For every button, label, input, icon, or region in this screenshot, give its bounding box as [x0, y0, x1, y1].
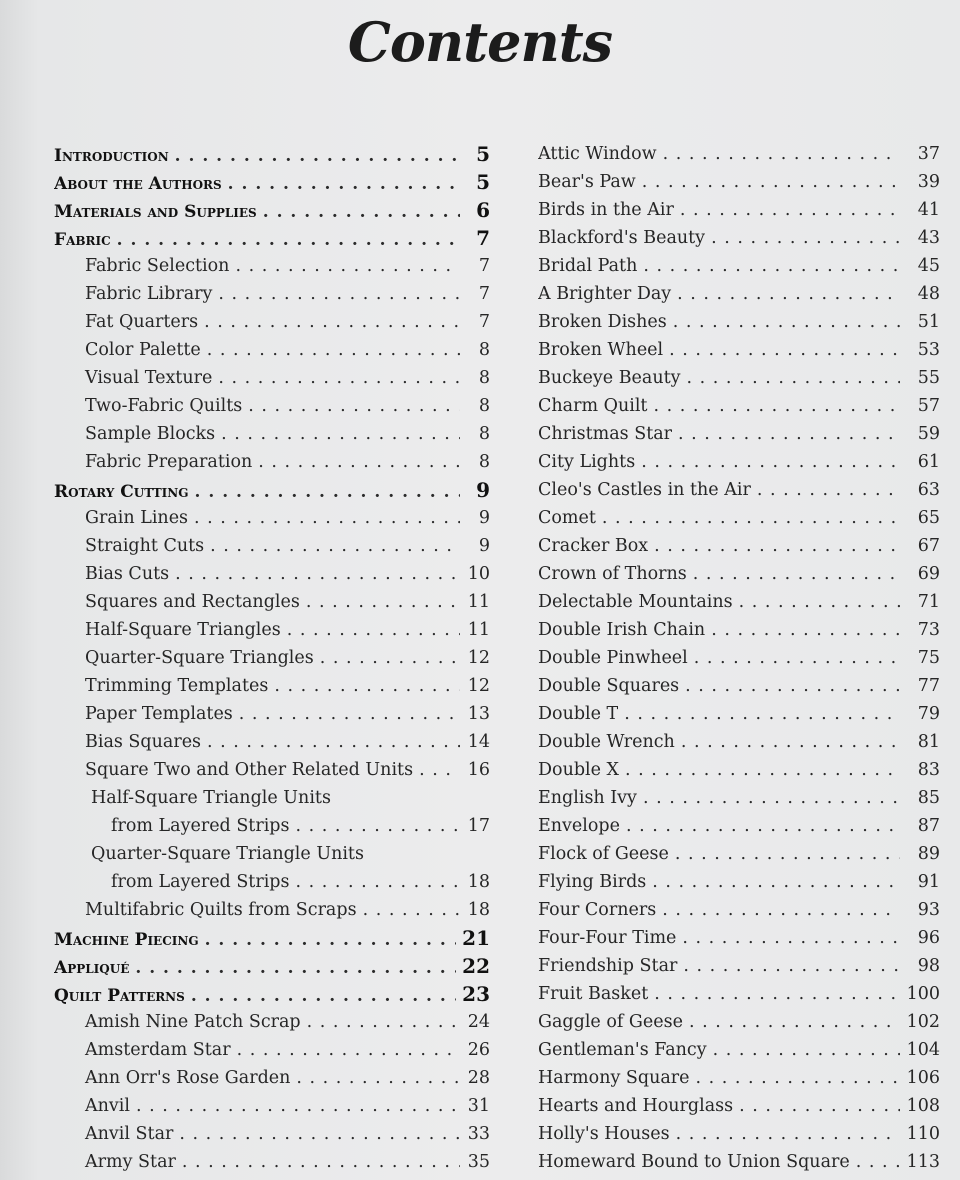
toc-entry-title: Grain Lines [85, 508, 189, 528]
toc-entry-title: Visual Texture [85, 368, 213, 388]
toc-entry [538, 756, 940, 784]
dot-leader [680, 196, 900, 224]
toc-entry-page-number: 10 [467, 564, 490, 584]
dot-leader [296, 868, 461, 896]
toc-entry-page-number: 11 [467, 620, 490, 640]
toc-entry-page-number: 11 [467, 592, 490, 612]
toc-entry-title: Envelope [538, 816, 620, 836]
dot-leader [307, 1008, 460, 1036]
toc-entry-title: About the Authors [54, 174, 222, 194]
toc-entry-title: Double Pinwheel [538, 648, 688, 668]
toc-entry [538, 672, 940, 700]
dot-leader [274, 672, 460, 700]
toc-entry-page-number: 8 [478, 452, 490, 472]
toc-entry-page-number: 7 [476, 226, 490, 250]
toc-entry [54, 728, 490, 756]
toc-entry-title: Quarter-Square Triangles [85, 648, 314, 668]
dot-leader [711, 616, 900, 644]
toc-entry-page-number: 102 [906, 1012, 940, 1032]
toc-entry-title: Squares and Rectangles [85, 592, 300, 612]
dot-leader [136, 1092, 460, 1120]
dot-leader [696, 1064, 900, 1092]
toc-entry-title: Army Star [85, 1152, 176, 1172]
toc-entry [538, 196, 940, 224]
toc-entry [54, 476, 490, 504]
toc-entry-page-number: 35 [467, 1152, 490, 1172]
toc-entry [538, 700, 940, 728]
toc-entry-title: Cracker Box [538, 536, 649, 556]
dot-leader [625, 756, 900, 784]
toc-entry [54, 308, 490, 336]
toc-entry-page-number: 31 [467, 1096, 490, 1116]
dot-leader [654, 532, 900, 560]
toc-entry-page-number: 8 [478, 368, 490, 388]
toc-entry-page-number: 43 [917, 228, 940, 248]
toc-entry-title: Bear's Paw [538, 172, 636, 192]
dot-leader [662, 896, 900, 924]
toc-entry [54, 560, 490, 588]
dot-leader [663, 140, 900, 168]
toc-entry [54, 392, 490, 420]
toc-entry [538, 1036, 940, 1064]
dot-leader [693, 560, 900, 588]
toc-entry-page-number: 93 [917, 900, 940, 920]
toc-entry-title: Multifabric Quilts from Scraps [85, 900, 357, 920]
dot-leader [624, 700, 900, 728]
toc-entry [538, 392, 940, 420]
dot-leader [175, 560, 460, 588]
toc-entry [538, 868, 940, 896]
toc-entry-title: Fabric Selection [85, 256, 230, 276]
toc-left-column [54, 140, 490, 1176]
dot-leader [228, 170, 460, 196]
toc-entry-title: Double Irish Chain [538, 620, 706, 640]
toc-entry-title: Double Squares [538, 676, 680, 696]
dot-leader [195, 478, 460, 504]
toc-entry [54, 896, 490, 924]
dot-leader [677, 280, 900, 308]
dot-leader [175, 142, 460, 168]
dot-leader [207, 728, 460, 756]
toc-entry-title: Double Wrench [538, 732, 675, 752]
toc-entry-title: Materials and Supplies [54, 202, 257, 222]
dot-leader [669, 336, 900, 364]
toc-entry [538, 924, 940, 952]
toc-entry [54, 280, 490, 308]
toc-entry [54, 252, 490, 280]
dot-leader [204, 308, 460, 336]
dot-leader [210, 532, 460, 560]
toc-entry-page-number: 104 [906, 1040, 940, 1060]
dot-leader [641, 448, 900, 476]
toc-entry-page-number: 53 [917, 340, 940, 360]
toc-entry-page-number: 8 [478, 396, 490, 416]
toc-entry-title: Homeward Bound to Union Square [538, 1152, 850, 1172]
dot-leader [306, 588, 460, 616]
toc-entry-page-number: 37 [917, 144, 940, 164]
toc-entry [54, 1092, 490, 1120]
toc-entry [54, 364, 490, 392]
toc-entry-title: Buckeye Beauty [538, 368, 681, 388]
dot-leader [205, 926, 457, 952]
toc-entry-page-number: 8 [478, 340, 490, 360]
toc-entry-page-number: 7 [478, 284, 490, 304]
toc-entry-page-number: 75 [917, 648, 940, 668]
dot-leader [363, 896, 460, 924]
toc-entry-title: Harmony Square [538, 1068, 690, 1088]
dot-leader [739, 1092, 900, 1120]
dot-leader [689, 1008, 900, 1036]
toc-entry-title: Christmas Star [538, 424, 673, 444]
dot-leader [643, 784, 900, 812]
toc-entry [54, 952, 490, 980]
toc-entry-title: from Layered Strips [111, 872, 290, 892]
toc-entry [54, 868, 490, 896]
toc-entry-page-number: 9 [476, 478, 490, 502]
toc-entry-page-number: 113 [906, 1152, 940, 1172]
toc-entry-page-number: 5 [476, 142, 490, 166]
toc-entry [538, 420, 940, 448]
toc-entry [54, 1008, 490, 1036]
toc-entry [538, 980, 940, 1008]
toc-entry-title: Bias Cuts [85, 564, 170, 584]
toc-entry-title: Anvil Star [85, 1124, 174, 1144]
toc-entry-title: Double X [538, 760, 620, 780]
toc-entry [538, 336, 940, 364]
dot-leader [237, 1036, 460, 1064]
toc-entry-page-number: 71 [917, 592, 940, 612]
toc-entry [538, 952, 940, 980]
dot-leader [682, 924, 900, 952]
toc-entry-page-number: 12 [467, 648, 490, 668]
toc-entry-page-number: 7 [478, 256, 490, 276]
toc-entry [538, 560, 940, 588]
toc-entry-page-number: 28 [467, 1068, 490, 1088]
dot-leader [218, 280, 460, 308]
dot-leader [419, 756, 460, 784]
toc-entry-title: Quarter-Square Triangle Units [91, 844, 364, 864]
toc-entry-page-number: 14 [467, 732, 490, 752]
toc-entry-title: Delectable Mountains [538, 592, 733, 612]
toc-entry-title: Friendship Star [538, 956, 678, 976]
dot-leader [191, 982, 456, 1008]
toc-entry-page-number: 57 [917, 396, 940, 416]
dot-leader [194, 504, 460, 532]
toc-entry-page-number: 21 [462, 926, 490, 950]
toc-entry-page-number: 100 [906, 984, 940, 1004]
toc-entry-title: Introduction [54, 146, 169, 166]
toc-entry [54, 588, 490, 616]
toc-entry [54, 420, 490, 448]
toc-entry [54, 168, 490, 196]
dot-leader [626, 812, 900, 840]
dot-leader [179, 1120, 460, 1148]
toc-entry [538, 140, 940, 168]
toc-entry-title: Trimming Templates [85, 676, 269, 696]
toc-entry-page-number: 6 [476, 198, 490, 222]
toc-entry [54, 644, 490, 672]
toc-entry-title: Sample Blocks [85, 424, 216, 444]
toc-entry-page-number: 18 [467, 872, 490, 892]
toc-entry-title: Double T [538, 704, 619, 724]
toc-entry [54, 700, 490, 728]
toc-entry [538, 224, 940, 252]
toc-entry-title: Half-Square Triangle Units [91, 788, 331, 808]
toc-entry [54, 812, 490, 840]
dot-leader [685, 672, 900, 700]
toc-entry-title: Four-Four Time [538, 928, 677, 948]
dot-leader [687, 364, 900, 392]
toc-entry [54, 784, 490, 812]
dot-leader [683, 952, 900, 980]
toc-entry [538, 168, 940, 196]
toc-entry [54, 140, 490, 168]
toc-entry-page-number: 77 [917, 676, 940, 696]
toc-entry-page-number: 22 [462, 954, 490, 978]
dot-leader [713, 1036, 900, 1064]
page-title: Contents [347, 10, 613, 74]
toc-entry-page-number: 69 [917, 564, 940, 584]
dot-leader [182, 1148, 460, 1176]
toc-entry [54, 1036, 490, 1064]
toc-entry-title: Gentleman's Fancy [538, 1040, 707, 1060]
toc-entry-page-number: 79 [917, 704, 940, 724]
toc-entry-title: Ann Orr's Rose Garden [85, 1068, 291, 1088]
toc-entry [538, 476, 940, 504]
toc-entry-page-number: 67 [917, 536, 940, 556]
dot-leader [694, 644, 900, 672]
toc-entry [54, 924, 490, 952]
dot-leader [654, 980, 900, 1008]
toc-entry-page-number: 98 [917, 956, 940, 976]
toc-entry-title: Hearts and Hourglass [538, 1096, 734, 1116]
dot-leader [678, 420, 900, 448]
dot-leader [248, 392, 460, 420]
toc-entry [538, 728, 940, 756]
toc-entry-title: Square Two and Other Related Units [85, 760, 414, 780]
toc-entry-page-number: 23 [462, 982, 490, 1006]
toc-entry [538, 280, 940, 308]
toc-entry-page-number: 108 [906, 1096, 940, 1116]
toc-entry-page-number: 33 [467, 1124, 490, 1144]
toc-entry-title: Fabric [54, 230, 111, 250]
toc-entry-title: Anvil [85, 1096, 130, 1116]
toc-entry [538, 364, 940, 392]
dot-leader [117, 226, 460, 252]
toc-entry-title: A Brighter Day [538, 284, 672, 304]
toc-entry-title: Holly's Houses [538, 1124, 670, 1144]
toc-entry [538, 308, 940, 336]
toc-entry-title: Broken Dishes [538, 312, 667, 332]
toc-entry-title: Charm Quilt [538, 396, 648, 416]
toc-entry-page-number: 41 [917, 200, 940, 220]
toc-entry-page-number: 110 [906, 1124, 940, 1144]
toc-entry-page-number: 83 [917, 760, 940, 780]
toc-entry [538, 1064, 940, 1092]
dot-leader [263, 198, 460, 224]
dot-leader [675, 840, 900, 868]
toc-entry-page-number: 45 [917, 256, 940, 276]
dot-leader [258, 448, 460, 476]
dot-leader [320, 644, 460, 672]
toc-entry-page-number: 26 [467, 1040, 490, 1060]
toc-entry [538, 448, 940, 476]
toc-entry-title: Broken Wheel [538, 340, 664, 360]
toc-entry-page-number: 63 [917, 480, 940, 500]
toc-entry [538, 1008, 940, 1036]
toc-entry [538, 1148, 940, 1176]
toc-entry-title: Attic Window [538, 144, 657, 164]
toc-entry-page-number: 55 [917, 368, 940, 388]
toc-entry-title: Birds in the Air [538, 200, 674, 220]
toc-entry [538, 616, 940, 644]
toc-entry-page-number: 96 [917, 928, 940, 948]
toc-entry-title: from Layered Strips [111, 816, 290, 836]
toc-entry-title: Bias Squares [85, 732, 202, 752]
toc-entry-title: Machine Piecing [54, 930, 199, 950]
toc-entry-title: Half-Square Triangles [85, 620, 281, 640]
dot-leader [856, 1148, 900, 1176]
toc-entry [538, 1092, 940, 1120]
toc-entry-page-number: 87 [917, 816, 940, 836]
toc-entry [54, 672, 490, 700]
toc-entry [538, 504, 940, 532]
toc-entry-title: Flock of Geese [538, 844, 669, 864]
dot-leader [652, 868, 900, 896]
dot-leader [296, 812, 461, 840]
toc-entry-page-number: 16 [467, 760, 490, 780]
toc-entry-title: Straight Cuts [85, 536, 205, 556]
toc-entry-page-number: 8 [478, 424, 490, 444]
toc-entry-title: Paper Templates [85, 704, 233, 724]
toc-entry-title: Cleo's Castles in the Air [538, 480, 751, 500]
toc-right-column [538, 140, 940, 1176]
dot-leader [711, 224, 900, 252]
toc-entry-page-number: 9 [478, 536, 490, 556]
toc-entry [538, 1120, 940, 1148]
toc-entry [538, 644, 940, 672]
dot-leader [221, 420, 460, 448]
toc-entry-page-number: 85 [917, 788, 940, 808]
toc-entry-page-number: 7 [478, 312, 490, 332]
toc-entry-page-number: 91 [917, 872, 940, 892]
toc-entry [538, 840, 940, 868]
dot-leader [676, 1120, 900, 1148]
toc-entry-title: Gaggle of Geese [538, 1012, 683, 1032]
toc-entry [54, 980, 490, 1008]
toc-entry [54, 840, 490, 868]
dot-leader [602, 504, 900, 532]
toc-entry-title: Four Corners [538, 900, 657, 920]
toc-entry-page-number: 106 [906, 1068, 940, 1088]
dot-leader [653, 392, 900, 420]
toc-entry [538, 896, 940, 924]
toc-entry-title: Quilt Patterns [54, 986, 185, 1006]
dot-leader [287, 616, 460, 644]
toc-entry [54, 224, 490, 252]
toc-entry-page-number: 9 [478, 508, 490, 528]
toc-entry [54, 1120, 490, 1148]
toc-entry-page-number: 48 [917, 284, 940, 304]
toc-entry-title: English Ivy [538, 788, 637, 808]
toc-entry-title: Amish Nine Patch Scrap [85, 1012, 301, 1032]
toc-entry [538, 588, 940, 616]
toc-entry-page-number: 39 [917, 172, 940, 192]
toc-entry-title: Fabric Library [85, 284, 213, 304]
toc-entry-page-number: 18 [467, 900, 490, 920]
toc-entry [54, 196, 490, 224]
dot-leader [757, 476, 900, 504]
toc-entry-title: Fat Quarters [85, 312, 199, 332]
toc-entry-title: Comet [538, 508, 596, 528]
toc-entry-page-number: 5 [476, 170, 490, 194]
toc-entry [54, 616, 490, 644]
toc-entry-page-number: 51 [917, 312, 940, 332]
toc-entry-title: Color Palette [85, 340, 201, 360]
toc-entry-title: Fruit Basket [538, 984, 649, 1004]
toc-entry [54, 448, 490, 476]
dot-leader [739, 588, 900, 616]
toc-entry-title: Fabric Preparation [85, 452, 253, 472]
toc-entry [54, 756, 490, 784]
toc-entry [538, 784, 940, 812]
dot-leader [207, 336, 460, 364]
toc-entry-title: Two-Fabric Quilts [85, 396, 243, 416]
toc-entry [54, 532, 490, 560]
toc-entry [54, 1148, 490, 1176]
dot-leader [673, 308, 900, 336]
dot-leader [135, 954, 456, 980]
toc-entry-title: Blackford's Beauty [538, 228, 706, 248]
toc-entry-page-number: 12 [467, 676, 490, 696]
toc-entry-page-number: 73 [917, 620, 940, 640]
toc-entry-page-number: 24 [467, 1012, 490, 1032]
dot-leader [643, 252, 900, 280]
toc-entry [538, 812, 940, 840]
toc-entry-page-number: 89 [917, 844, 940, 864]
dot-leader [296, 1064, 460, 1092]
dot-leader [235, 252, 460, 280]
toc-entry-page-number: 65 [917, 508, 940, 528]
dot-leader [642, 168, 900, 196]
toc-entry-page-number: 13 [467, 704, 490, 724]
toc-entry-title: Flying Birds [538, 872, 647, 892]
toc-entry-page-number: 81 [917, 732, 940, 752]
dot-leader [681, 728, 900, 756]
toc-entry-title: Amsterdam Star [85, 1040, 231, 1060]
toc-entry-page-number: 17 [467, 816, 490, 836]
toc-entry [54, 1064, 490, 1092]
toc-entry-title: City Lights [538, 452, 636, 472]
toc-entry [538, 252, 940, 280]
toc-entry-page-number: 59 [917, 424, 940, 444]
toc-entry-page-number: 61 [917, 452, 940, 472]
toc-entry [54, 504, 490, 532]
toc-entry-title: Crown of Thorns [538, 564, 687, 584]
toc-entry-title: Rotary Cutting [54, 482, 189, 502]
toc-entry-title: Bridal Path [538, 256, 638, 276]
dot-leader [218, 364, 460, 392]
toc-entry [538, 532, 940, 560]
toc-entry-title: Appliqué [54, 958, 130, 978]
dot-leader [239, 700, 460, 728]
toc-entry [54, 336, 490, 364]
